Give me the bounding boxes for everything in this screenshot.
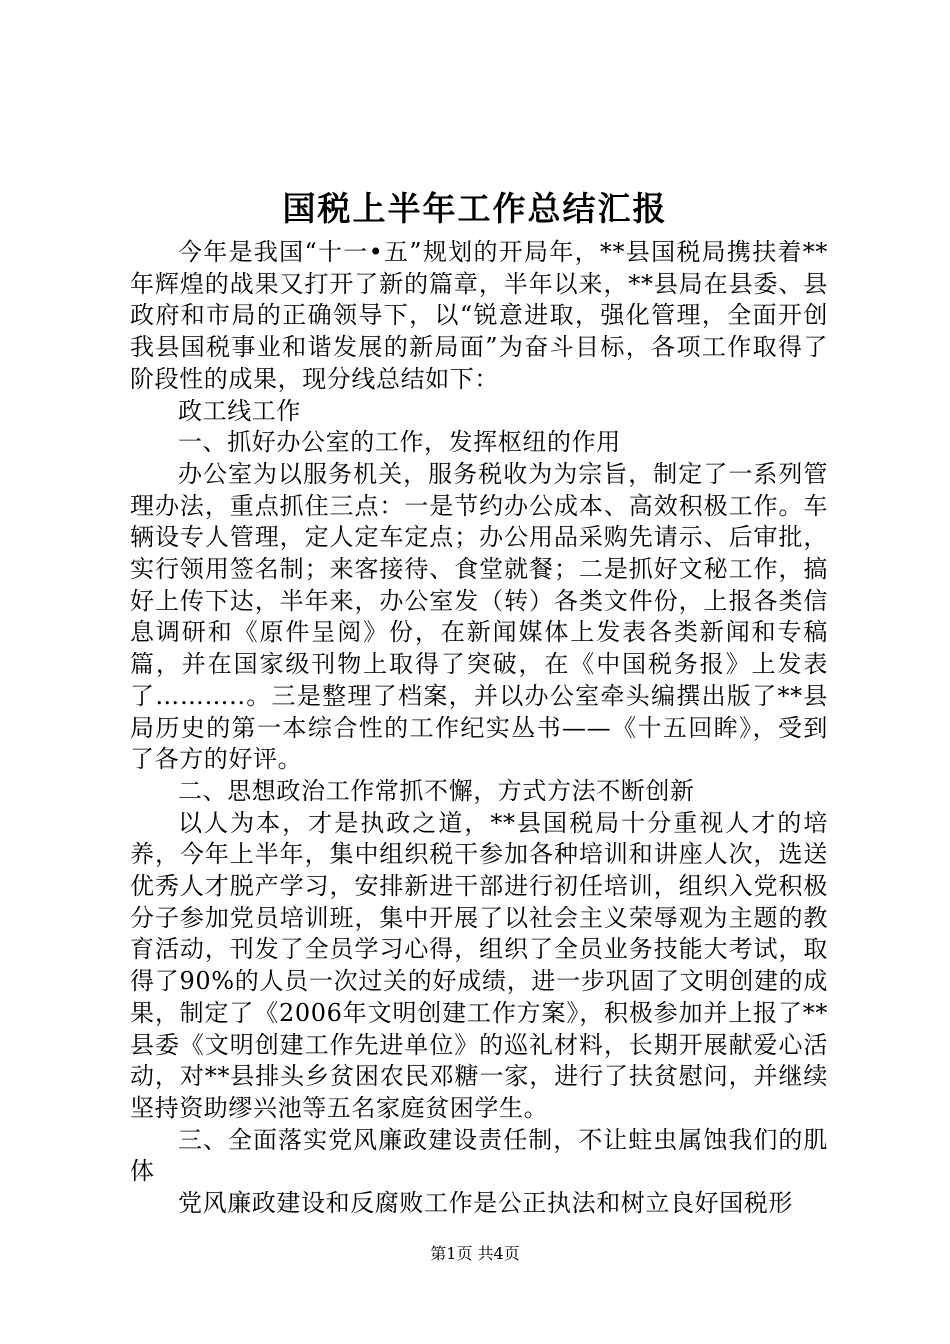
page-number-footer: 第1页 共4页 [430,1244,520,1263]
section-heading-political-work: 政工线工作 [178,396,301,425]
heading-anti-corruption: 三、全面落实党风廉政建设责任制，不让蛀虫属蚀我们的肌体 [130,1125,828,1186]
office-work-paragraph: 办公室为以服务机关，服务税收为为宗旨，制定了一系列管理办法，重点抓住三点：一是节约办公成本、高效积极工作。车辆设专人管理，定人定车定点；办公用品采购先请示、后审批，实行领用签名制；来客接待、食堂就餐；二是抓好文秘工作，搞好上传下达，半年来，办公室发（转）各类文件份，上报各类信息调研和《原件呈阅》份，在新闻媒体上发表各类新闻和专稿篇，并在国家级刊物上取得了突破，在《中国税务报》上发表了………..。三是整理了档案，并以办公室牵头编撰出版了**县局历史的第一本综合性的工作纪实丛书——《十五回眸》，受到了各方的好评。 [130,459,828,774]
heading-office-work: 一、抓好办公室的工作，发挥枢纽的作用 [178,428,621,457]
ideological-work-paragraph: 以人为本，才是执政之道，**县国税局十分重视人才的培养，今年上半年，集中组织税干参加各种培训和讲座人次，选送优秀人才脱产学习，安排新进干部进行初任培训，组织入党积极分子参加党员培训班，集中开展了以社会主义荣辱观为主题的教育活动，刊发了全员学习心得，组织了全员业务技能大考试，取得了90%的人员一次过关的好成绩，进一步巩固了文明创建的成果，制定了《2006年文明创建工作方案》，积极参加并上报了**县委《文明创建工作先进单位》的巡礼材料，长期开展献爱心活动，对**县排头乡贫困农民邓糖一家，进行了扶贫慰问，并继续坚持资助缪兴池等五名家庭贫困学生。 [130,808,828,1122]
heading-ideological-work: 二、思想政治工作常抓不懈，方式方法不断创新 [178,776,695,805]
intro-paragraph: 今年是我国“十一•五”规划的开局年，**县国税局携扶着**年辉煌的战果又打开了新的篇章，半年以来，**县局在县委、县政府和市局的正确领导下，以“锐意进取，强化管理，全面开创我县国税事业和谐发展的新局面”为奋斗目标，各项工作取得了阶段性的成果，现分线总结如下： [130,238,828,393]
anti-corruption-paragraph: 党风廉政建设和反腐败工作是公正执法和树立良好国税形 [178,1189,793,1218]
document-body [130,237,828,1220]
document-title: 国税上半年工作总结汇报 [282,189,668,228]
